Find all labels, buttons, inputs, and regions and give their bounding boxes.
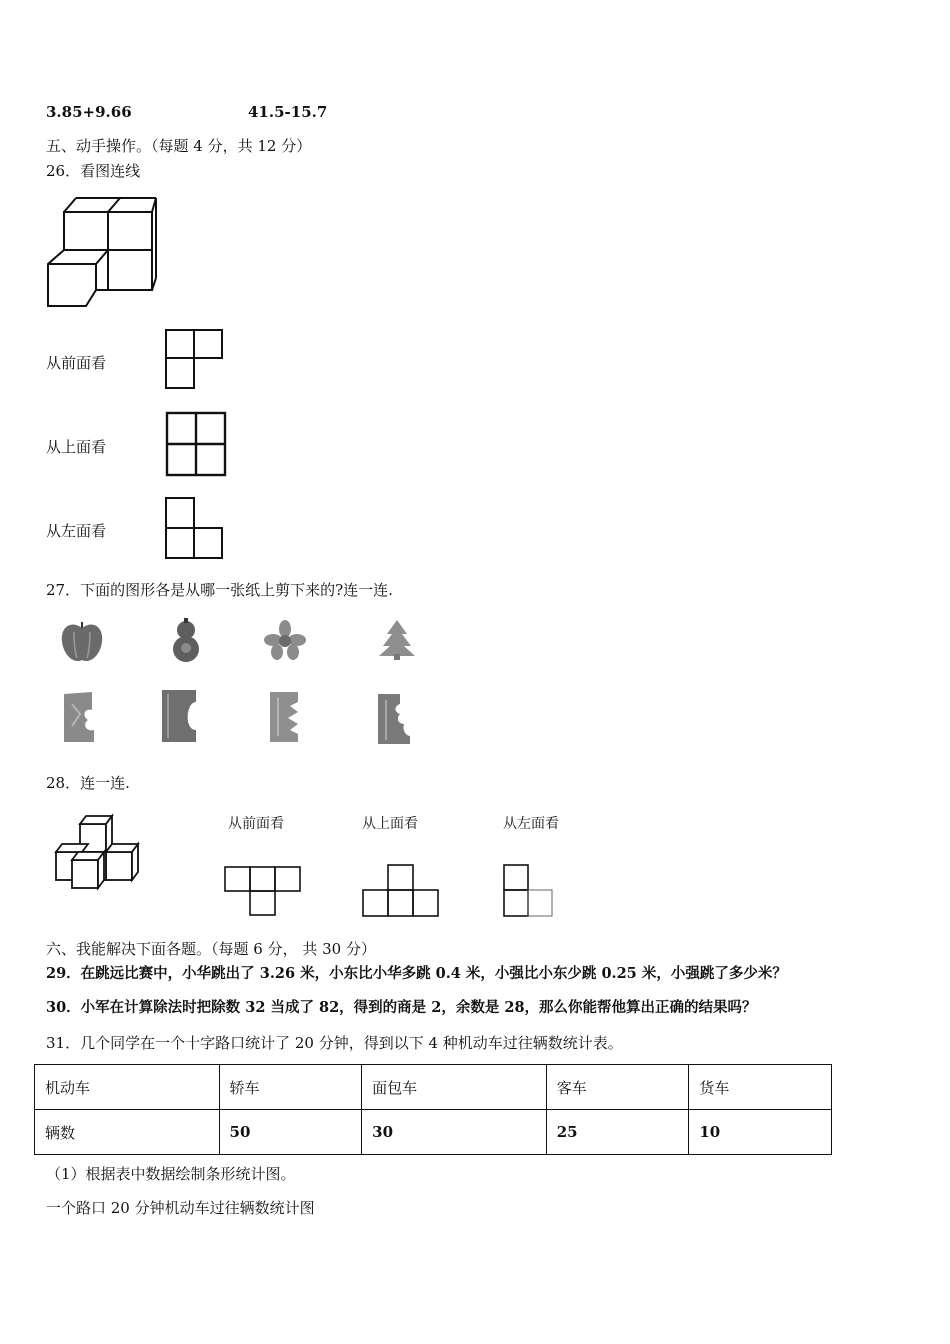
table-cell: 机动车 — [35, 1065, 220, 1110]
q28-view-left-icon — [502, 864, 556, 918]
table-cell: 面包车 — [362, 1065, 547, 1110]
q26-view-left-icon — [164, 496, 226, 560]
calc-expression-1: 3.85+9.66 — [46, 103, 132, 121]
table-row — [35, 1110, 832, 1155]
flower-shape-icon — [264, 620, 306, 660]
q28-view-top-icon — [362, 864, 440, 918]
gourd-shape-icon — [166, 618, 206, 664]
table-cell: 30 — [362, 1110, 547, 1155]
q28-label-top: 从上面看 — [362, 816, 418, 832]
paper-cutout-2-icon — [160, 688, 200, 744]
q31-sub-question-1: （1）根据表中数据绘制条形统计图。 — [46, 1165, 296, 1183]
q28-label-front: 从前面看 — [228, 816, 284, 832]
q29-text: 29．在跳远比赛中，小华跳出了 3.26 米，小东比小华多跳 0.4 米，小强比小东少跳 0.25 米，小强跳了多少米？ — [46, 965, 787, 982]
table-cell: 轿车 — [219, 1065, 362, 1110]
calc-expression-2: 41.5-15.7 — [248, 103, 328, 121]
q28-view-front-icon — [224, 866, 302, 916]
section-5-heading: 五、动手操作。（每题 4 分，共 12 分） — [46, 137, 312, 155]
q26-label-top: 从上面看 — [46, 438, 107, 456]
q27-title: 27．下面的图形各是从哪一张纸上剪下来的?连一连. — [46, 581, 393, 599]
table-cell: 25 — [546, 1110, 689, 1155]
q28-title: 28．连一连. — [46, 774, 130, 792]
paper-cutout-3-icon — [268, 690, 306, 744]
table-cell: 辆数 — [35, 1110, 220, 1155]
paper-cutout-1-icon — [62, 690, 98, 744]
vehicle-count-table — [34, 1064, 832, 1155]
q26-label-front: 从前面看 — [46, 354, 107, 372]
table-cell: 客车 — [546, 1065, 689, 1110]
q31-text: 31．几个同学在一个十字路口统计了 20 分钟，得到以下 4 种机动车过往辆数统计表。 — [46, 1034, 623, 1052]
table-cell: 50 — [219, 1110, 362, 1155]
table-cell: 货车 — [689, 1065, 832, 1110]
q26-view-top-icon — [165, 411, 227, 477]
table-cell: 10 — [689, 1110, 832, 1155]
q26-view-front-icon — [164, 328, 224, 390]
tree-shape-icon — [377, 620, 417, 660]
q30-text: 30．小军在计算除法时把除数 32 当成了 82，得到的商是 2，余数是 28，那么你能帮他算出正确的结果吗？ — [46, 999, 757, 1016]
q28-label-left: 从左面看 — [503, 816, 559, 832]
apple-shape-icon — [58, 620, 106, 664]
q26-solid-figure — [46, 194, 158, 310]
q31-chart-title: 一个路口 20 分钟机动车过往辆数统计图 — [46, 1199, 315, 1217]
q26-title: 26．看图连线 — [46, 162, 141, 180]
q28-solid-figure — [50, 814, 150, 894]
table-header-row — [35, 1065, 832, 1110]
q26-label-left: 从左面看 — [46, 522, 107, 540]
paper-cutout-4-icon — [376, 692, 414, 746]
section-6-heading: 六、我能解决下面各题。（每题 6 分， 共 30 分） — [46, 940, 376, 958]
